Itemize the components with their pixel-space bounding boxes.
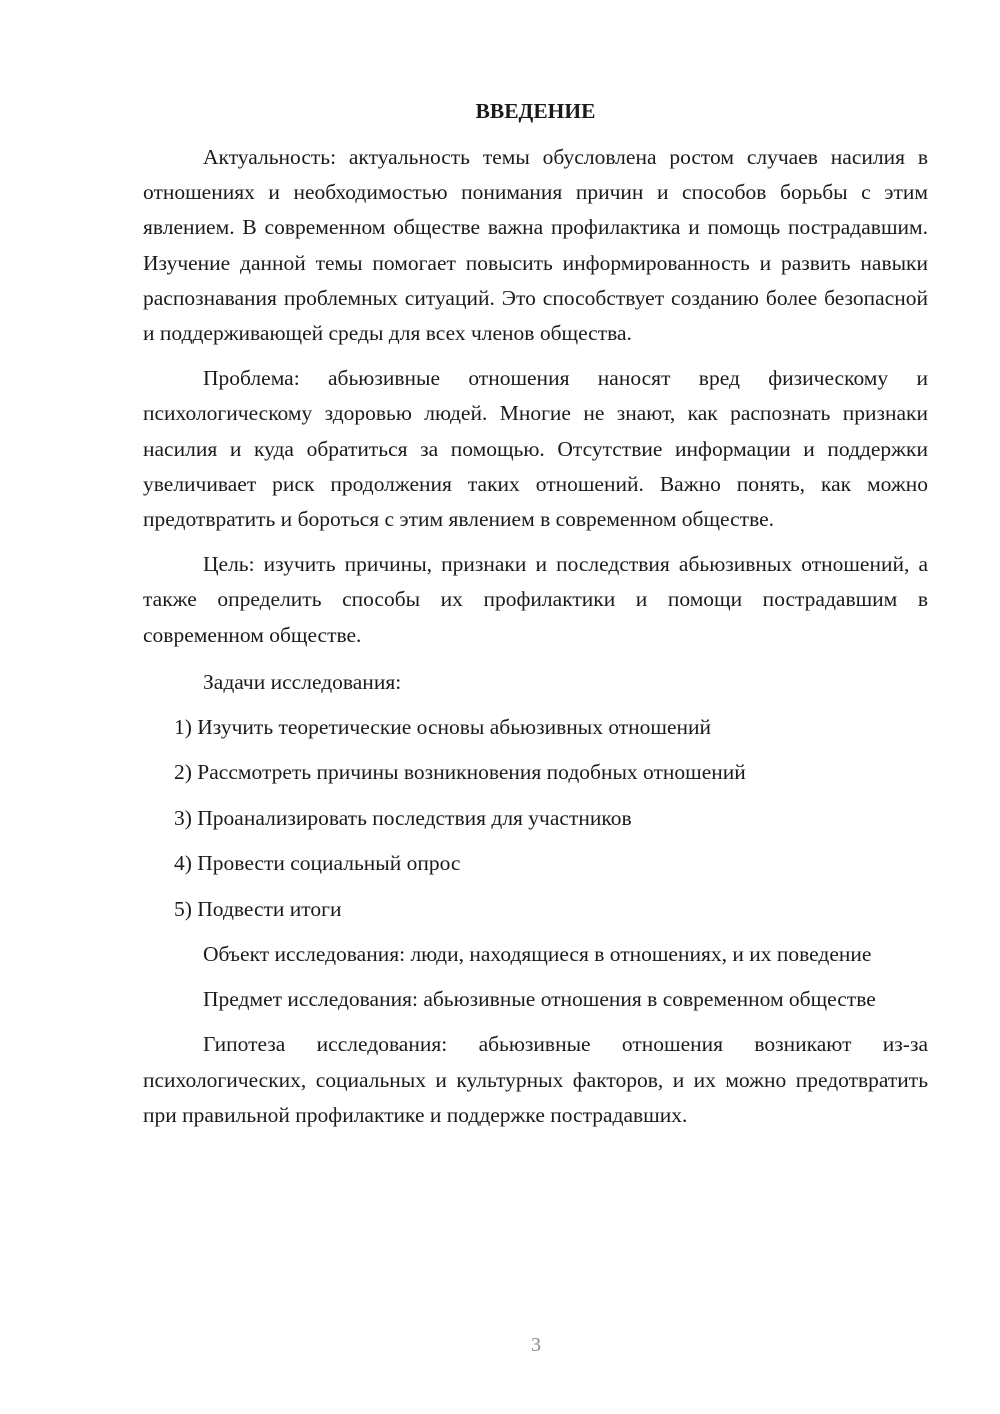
hypothesis-paragraph: Гипотеза исследования: абьюзивные отношения возникают из-за психологических, социальных и культурных факторов, и их можно предотвратить при правильной профилактике и поддержке пострадавших. bbox=[143, 1032, 928, 1127]
list-item: 1) Изучить теоретические основы абьюзивных отношений bbox=[174, 715, 712, 740]
relevance-paragraph: Актуальность: актуальность темы обусловлена ростом случаев насилия в отношениях и необходимостью понимания причин и способов борьбы с этим явлением. В современном обществе важна профилактика и помощь пострадавшим. Изучение данной темы помогает повысить информированность и развить навыки распознавания проблемных ситуаций. Это способствует созданию более безопасной и поддерживающей среды для всех членов общества. bbox=[143, 145, 928, 346]
document-page bbox=[143, 92, 928, 1143]
goal-paragraph: Цель: изучить причины, признаки и последствия абьюзивных отношений, а также определить способы их профилактики и помощи пострадавшим в современном обществе. bbox=[143, 552, 928, 647]
list-item: 5) Подвести итоги bbox=[174, 896, 342, 921]
tasks-title: Задачи исследования: bbox=[203, 669, 402, 694]
list-item: 4) Провести социальный опрос bbox=[174, 851, 461, 876]
problem-paragraph: Проблема: абьюзивные отношения наносят вред физическому и психологическому здоровью людей. Многие не знают, как распознать признаки насилия и куда обратиться за помощью. Отсутствие информации и поддержки увеличивает риск продолжения таких отношений. Важно понять, как можно предотвратить и бороться с этим явлением в современном обществе. bbox=[143, 366, 928, 532]
list-item: 2) Рассмотреть причины возникновения подобных отношений bbox=[174, 760, 746, 785]
tasks-list bbox=[143, 710, 928, 927]
subject-paragraph: Предмет исследования: абьюзивные отношения в современном обществе bbox=[203, 987, 876, 1012]
page-number: 3 bbox=[531, 1334, 541, 1356]
list-item: 3) Проанализировать последствия для участников bbox=[174, 805, 632, 830]
section-heading: ВВЕДЕНИЕ bbox=[475, 99, 596, 123]
object-paragraph: Объект исследования: люди, находящиеся в отношениях, и их поведение bbox=[203, 942, 872, 966]
